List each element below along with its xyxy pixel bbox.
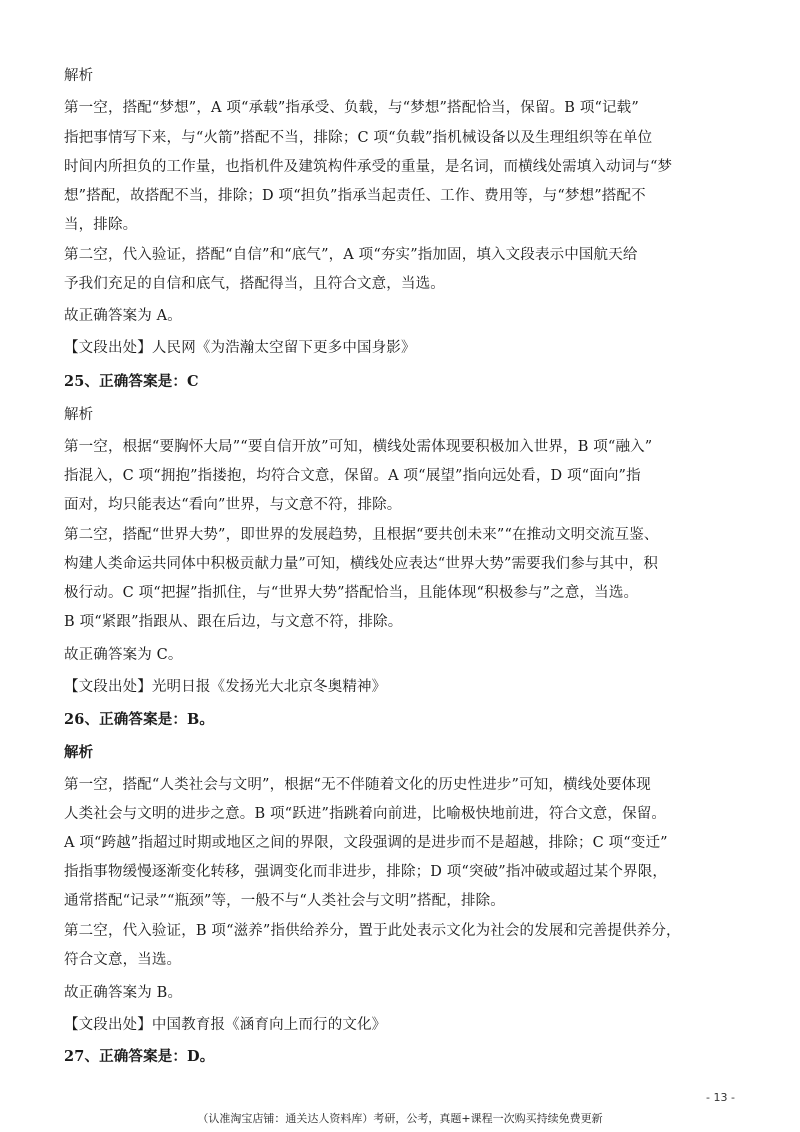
paragraph-line: 第二空，搭配“世界大势”，即世界的发展趋势，且根据“要共创未来”“在推动文明交流互鉴、 xyxy=(64,527,659,543)
answer-heading-27: 27、正确答案是：D。 xyxy=(64,1048,215,1065)
source-citation: 【文段出处】人民网《为浩瀚太空留下更多中国身影》 xyxy=(64,340,416,356)
paragraph-line: 想”搭配，故搭配不当，排除；D 项“担负”指承当起责任、工作、费用等，与“梦想”搭配不 xyxy=(64,188,646,204)
analysis-heading: 解析 xyxy=(64,68,94,84)
paragraph-line: 构建人类命运共同体中积极贡献力量”可知，横线处应表达“世界大势”需要我们参与其中，积 xyxy=(64,556,659,572)
paragraph-line: 第一空，搭配“人类社会与文明”，根据“无不伴随着文化的历史性进步”可知，横线处要体现 xyxy=(64,777,651,793)
paragraph-line: 第二空，代入验证，搭配“自信”和“底气”，A 项“夯实”指加固，填入文段表示中国航天给 xyxy=(64,247,638,263)
paragraph-line: 第二空，代入验证，B 项“滋养”指供给养分，置于此处表示文化为社会的发展和完善提供养分， xyxy=(64,923,681,939)
paragraph-line: 第一空，搭配“梦想”，A 项“承载”指承受、负载，与“梦想”搭配恰当，保留。B 项“记载” xyxy=(64,100,639,116)
paragraph-line: 符合文意，当选。 xyxy=(64,952,182,968)
paragraph-line: 指混入，C 项“拥抱”指搂抱，均符合文意，保留。A 项“展望”指向远处看，D 项“面向”指 xyxy=(64,468,641,484)
paragraph-line: A 项“跨越”指超过时期或地区之间的界限，文段强调的是进步而不是超越，排除；C 项“变迁” xyxy=(64,835,668,851)
footer-notice: （认准淘宝店铺：通关达人资料库）考研，公考，真题+课程一次购买持续免费更新 xyxy=(197,1112,603,1125)
page-number: - 13 - xyxy=(706,1091,735,1104)
paragraph-line: 时间内所担负的工作量，也指机件及建筑构件承受的重量，是名词，而横线处需填入动词与“梦 xyxy=(64,159,673,175)
source-citation: 【文段出处】中国教育报《涵育向上而行的文化》 xyxy=(64,1017,387,1033)
answer-heading-26: 26、正确答案是：B。 xyxy=(64,711,215,728)
conclusion-line: 故正确答案为 B。 xyxy=(64,985,183,1001)
analysis-heading: 解析 xyxy=(64,744,94,761)
conclusion-line: 故正确答案为 A。 xyxy=(64,308,182,324)
paragraph-line: B 项“紧跟”指跟从、跟在后边，与文意不符，排除。 xyxy=(64,614,403,630)
paragraph-line: 通常搭配“记录”“瓶颈”等，一般不与“人类社会与文明”搭配，排除。 xyxy=(64,893,505,909)
paragraph-line: 指把事情写下来，与“火箭”搭配不当，排除；C 项“负载”指机械设备以及生理组织等在单位 xyxy=(64,130,653,146)
paragraph-line: 面对，均只能表达“看向”世界，与文意不符，排除。 xyxy=(64,497,402,513)
paragraph-line: 极行动。C 项“把握”指抓住，与“世界大势”搭配恰当，且能体现“积极参与”之意，当选。 xyxy=(64,585,639,601)
answer-heading-25: 25、正确答案是：C xyxy=(64,373,199,390)
paragraph-line: 当，排除。 xyxy=(64,217,138,233)
paragraph-line: 人类社会与文明的进步之意。B 项“跃进”指跳着向前进，比喻极快地前进，符合文意，保留。 xyxy=(64,806,667,822)
paragraph-line: 指指事物缓慢逐渐变化转移，强调变化而非进步，排除；D 项“突破”指冲破或超过某个界限， xyxy=(64,864,668,880)
conclusion-line: 故正确答案为 C。 xyxy=(64,647,183,663)
source-citation: 【文段出处】光明日报《发扬光大北京冬奥精神》 xyxy=(64,679,387,695)
paragraph-line: 第一空，根据“要胸怀大局”“要自信开放”可知，横线处需体现要积极加入世界，B 项“融入” xyxy=(64,439,653,455)
paragraph-line: 予我们充足的自信和底气，搭配得当，且符合文意，当选。 xyxy=(64,276,445,292)
analysis-heading: 解析 xyxy=(64,407,94,423)
